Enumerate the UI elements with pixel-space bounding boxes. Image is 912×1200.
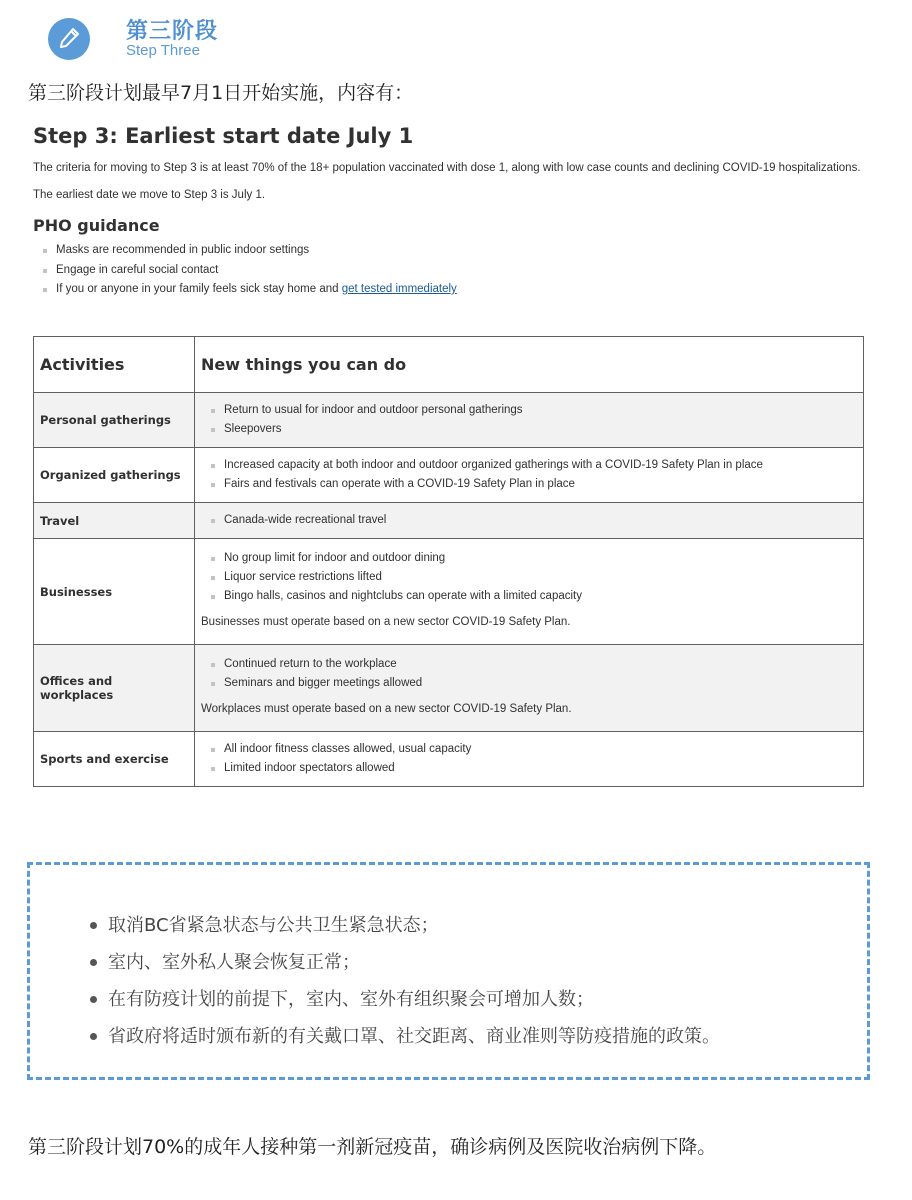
cell-list [201, 511, 857, 530]
outro-paragraph: 第三阶段计划70%的成年人接种第一剂新冠疫苗，确诊病例及医院收治病例下降。 [28, 1136, 717, 1158]
pho-item [43, 280, 865, 300]
things-cell [195, 732, 864, 787]
doc-criteria: The criteria for moving to Step 3 is at least 70% of the 18+ population vaccinated with dose 1, along with low case counts and declining COVID-19 hospitalizations. [33, 162, 861, 174]
list-item: Bingo halls, casinos and nightclubs can operate with a limited capacity [211, 587, 857, 606]
step3-document [33, 120, 865, 774]
header-new-things: New things you can do [195, 337, 864, 393]
activity-cell: Organized gatherings [34, 448, 195, 503]
pho-item: Engage in careful social contact [43, 261, 865, 281]
things-cell [195, 503, 864, 539]
table-row [34, 503, 864, 539]
doc-heading: Step 3: Earliest start date July 1 [33, 124, 414, 148]
cell-note: Businesses must operate based on a new sector COVID-19 Safety Plan. [201, 615, 571, 628]
cell-list [201, 655, 857, 693]
list-item: Sleepovers [211, 420, 857, 439]
pen-icon [48, 18, 90, 60]
header-activities: Activities [34, 337, 195, 393]
activity-cell: Sports and exercise [34, 732, 195, 787]
table-row [34, 732, 864, 787]
table-row [34, 645, 864, 732]
cell-note: Workplaces must operate based on a new sector COVID-19 Safety Plan. [201, 702, 572, 715]
cell-list [201, 740, 857, 778]
doc-earliest-date: The earliest date we move to Step 3 is July 1. [33, 189, 266, 201]
list-item: All indoor fitness classes allowed, usual capacity [211, 740, 857, 759]
table-row [34, 393, 864, 448]
pho-item-text: If you or anyone in your family feels sick stay home and [56, 283, 342, 295]
pho-list [33, 241, 865, 300]
summary-item: 在有防疫计划的前提下，室内、室外有组织聚会可增加人数； [90, 981, 720, 1018]
activity-cell: Travel [34, 503, 195, 539]
section-subtitle: Step Three [126, 42, 200, 59]
list-item: Continued return to the workplace [211, 655, 857, 674]
things-cell [195, 645, 864, 732]
cell-list [201, 456, 857, 494]
list-item: Return to usual for indoor and outdoor personal gatherings [211, 401, 857, 420]
intro-paragraph: 第三阶段计划最早7月1日开始实施，内容有： [28, 82, 414, 104]
list-item: Seminars and bigger meetings allowed [211, 674, 857, 693]
pho-heading: PHO guidance [33, 216, 160, 235]
list-item: Liquor service restrictions lifted [211, 568, 857, 587]
summary-list [90, 907, 720, 1055]
summary-box [27, 862, 870, 1080]
list-item: Limited indoor spectators allowed [211, 759, 857, 778]
section-title: 第三阶段 [126, 19, 219, 44]
pho-item: Masks are recommended in public indoor settings [43, 241, 865, 261]
summary-item: 室内、室外私人聚会恢复正常； [90, 944, 720, 981]
table-row [34, 448, 864, 503]
activity-cell: Businesses [34, 539, 195, 645]
summary-item: 取消BC省紧急状态与公共卫生紧急状态； [90, 907, 720, 944]
table-header-row [34, 337, 864, 393]
activity-cell: Offices and workplaces [34, 645, 195, 732]
things-cell [195, 393, 864, 448]
table-row [34, 539, 864, 645]
cell-list [201, 549, 857, 606]
list-item: Increased capacity at both indoor and outdoor organized gatherings with a COVID-19 Safety Plan in place [211, 456, 857, 475]
list-item: Canada-wide recreational travel [211, 511, 857, 530]
get-tested-link[interactable]: get tested immediately [341, 283, 457, 295]
activities-table [33, 336, 864, 787]
things-cell [195, 448, 864, 503]
cell-list [201, 401, 857, 439]
things-cell [195, 539, 864, 645]
list-item: Fairs and festivals can operate with a COVID-19 Safety Plan in place [211, 475, 857, 494]
summary-item: 省政府将适时颁布新的有关戴口罩、社交距离、商业准则等防疫措施的政策。 [90, 1018, 720, 1055]
list-item: No group limit for indoor and outdoor dining [211, 549, 857, 568]
activity-cell: Personal gatherings [34, 393, 195, 448]
